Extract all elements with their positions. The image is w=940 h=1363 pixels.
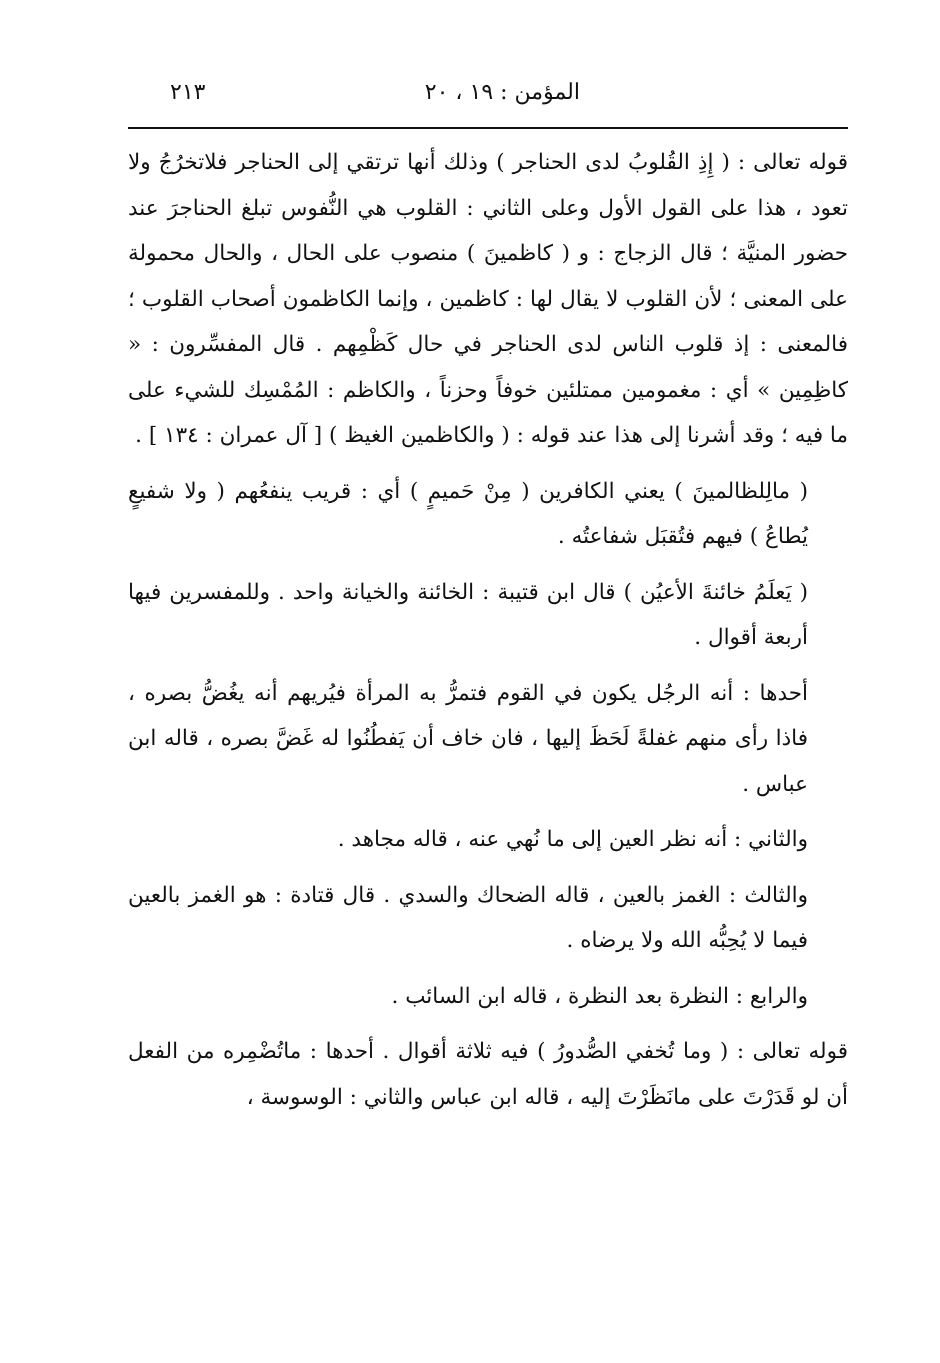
paragraph: والثاني : أنه نظر العين إلى ما نُهي عنه ، قاله مجاهد .	[337, 827, 808, 852]
paragraph: والثالث : الغمز بالعين ، قاله الضحاك والسدي . قال قتادة : هو الغمز بالعين فيما لا يُحِبُّه الله ولا يرضاه .	[128, 882, 808, 953]
paragraph: قوله تعالى : ( إِذِ القُلوبُ لدى الحناجر ) وذلك أنها ترتقي إلى الحناجر فلاتخرُجُ ولا تعود ، هذا على القول الأول وعلى الثاني : القلوب هي النُّفوس تبلغ الحناجرَ عند حضور المنيَّة ؛ قال الزجاج : و ( كاظمينَ ) منصوب على الحال ، والحال محمولة على المعنى ؛ لأن القلوب لا يقال لها : كاظمين ، وإنما الكاظمون أصحاب القلوب ؛ فالمعنى : إذ قلوب الناس لدى الحناجر في حال كَظْمِهم . قال المفسِّرون : « كاظِمِين » أي : مغمومين ممتلئين خوفاً وحزناً ، والكاظم : المُمْسِك للشيء على ما فيه ؛ وقد أشرنا إلى هذا عند قوله : ( والكاظمين الغيظ ) [ آل عمران : ١٣٤ ] .	[128, 150, 848, 448]
page-number: ٢١٣	[170, 80, 206, 105]
page-header	[130, 80, 845, 120]
header-rule	[128, 127, 848, 129]
paragraph: والرابع : النظرة بعد النظرة ، قاله ابن السائب .	[391, 983, 808, 1009]
running-title: المؤمن : ١٩ ، ٢٠	[424, 80, 580, 105]
paragraph: ( يَعلَمُ خائنةَ الأعيُن ) قال ابن قتيبة : الخائنة والخيانة واحد . وللمفسرين فيها أربعة أقوال .	[128, 579, 808, 650]
paragraph: ( مالِلظالمينَ ) يعني الكافرين ( مِنْ حَميمٍ ) أي : قريب ينفعُهم ( ولا شفيعٍ يُطاعُ ) فيهم فتُقبَل شفاعتُه .	[128, 478, 808, 549]
page-body	[128, 140, 848, 1130]
paragraph: أحدها : أنه الرجُل يكون في القوم فتمرُّ به المرأة فيُريهم أنه يغُضُّ بصره ، فاذا رأى منهم غفلةً لَحَظَ إليها ، فان خاف أن يَفطُنُوا له غَضَّ بصره ، قاله ابن عباس .	[128, 680, 808, 797]
paragraph: قوله تعالى : ( وما تُخفي الصُّدورُ ) فيه ثلاثة أقوال . أحدها : ماتُضْمِره من الفعل أن لو قَدَرْتَ على مانَظَرْتَ إليه ، قاله ابن عباس والثاني : الوسوسة ،	[128, 1039, 848, 1110]
